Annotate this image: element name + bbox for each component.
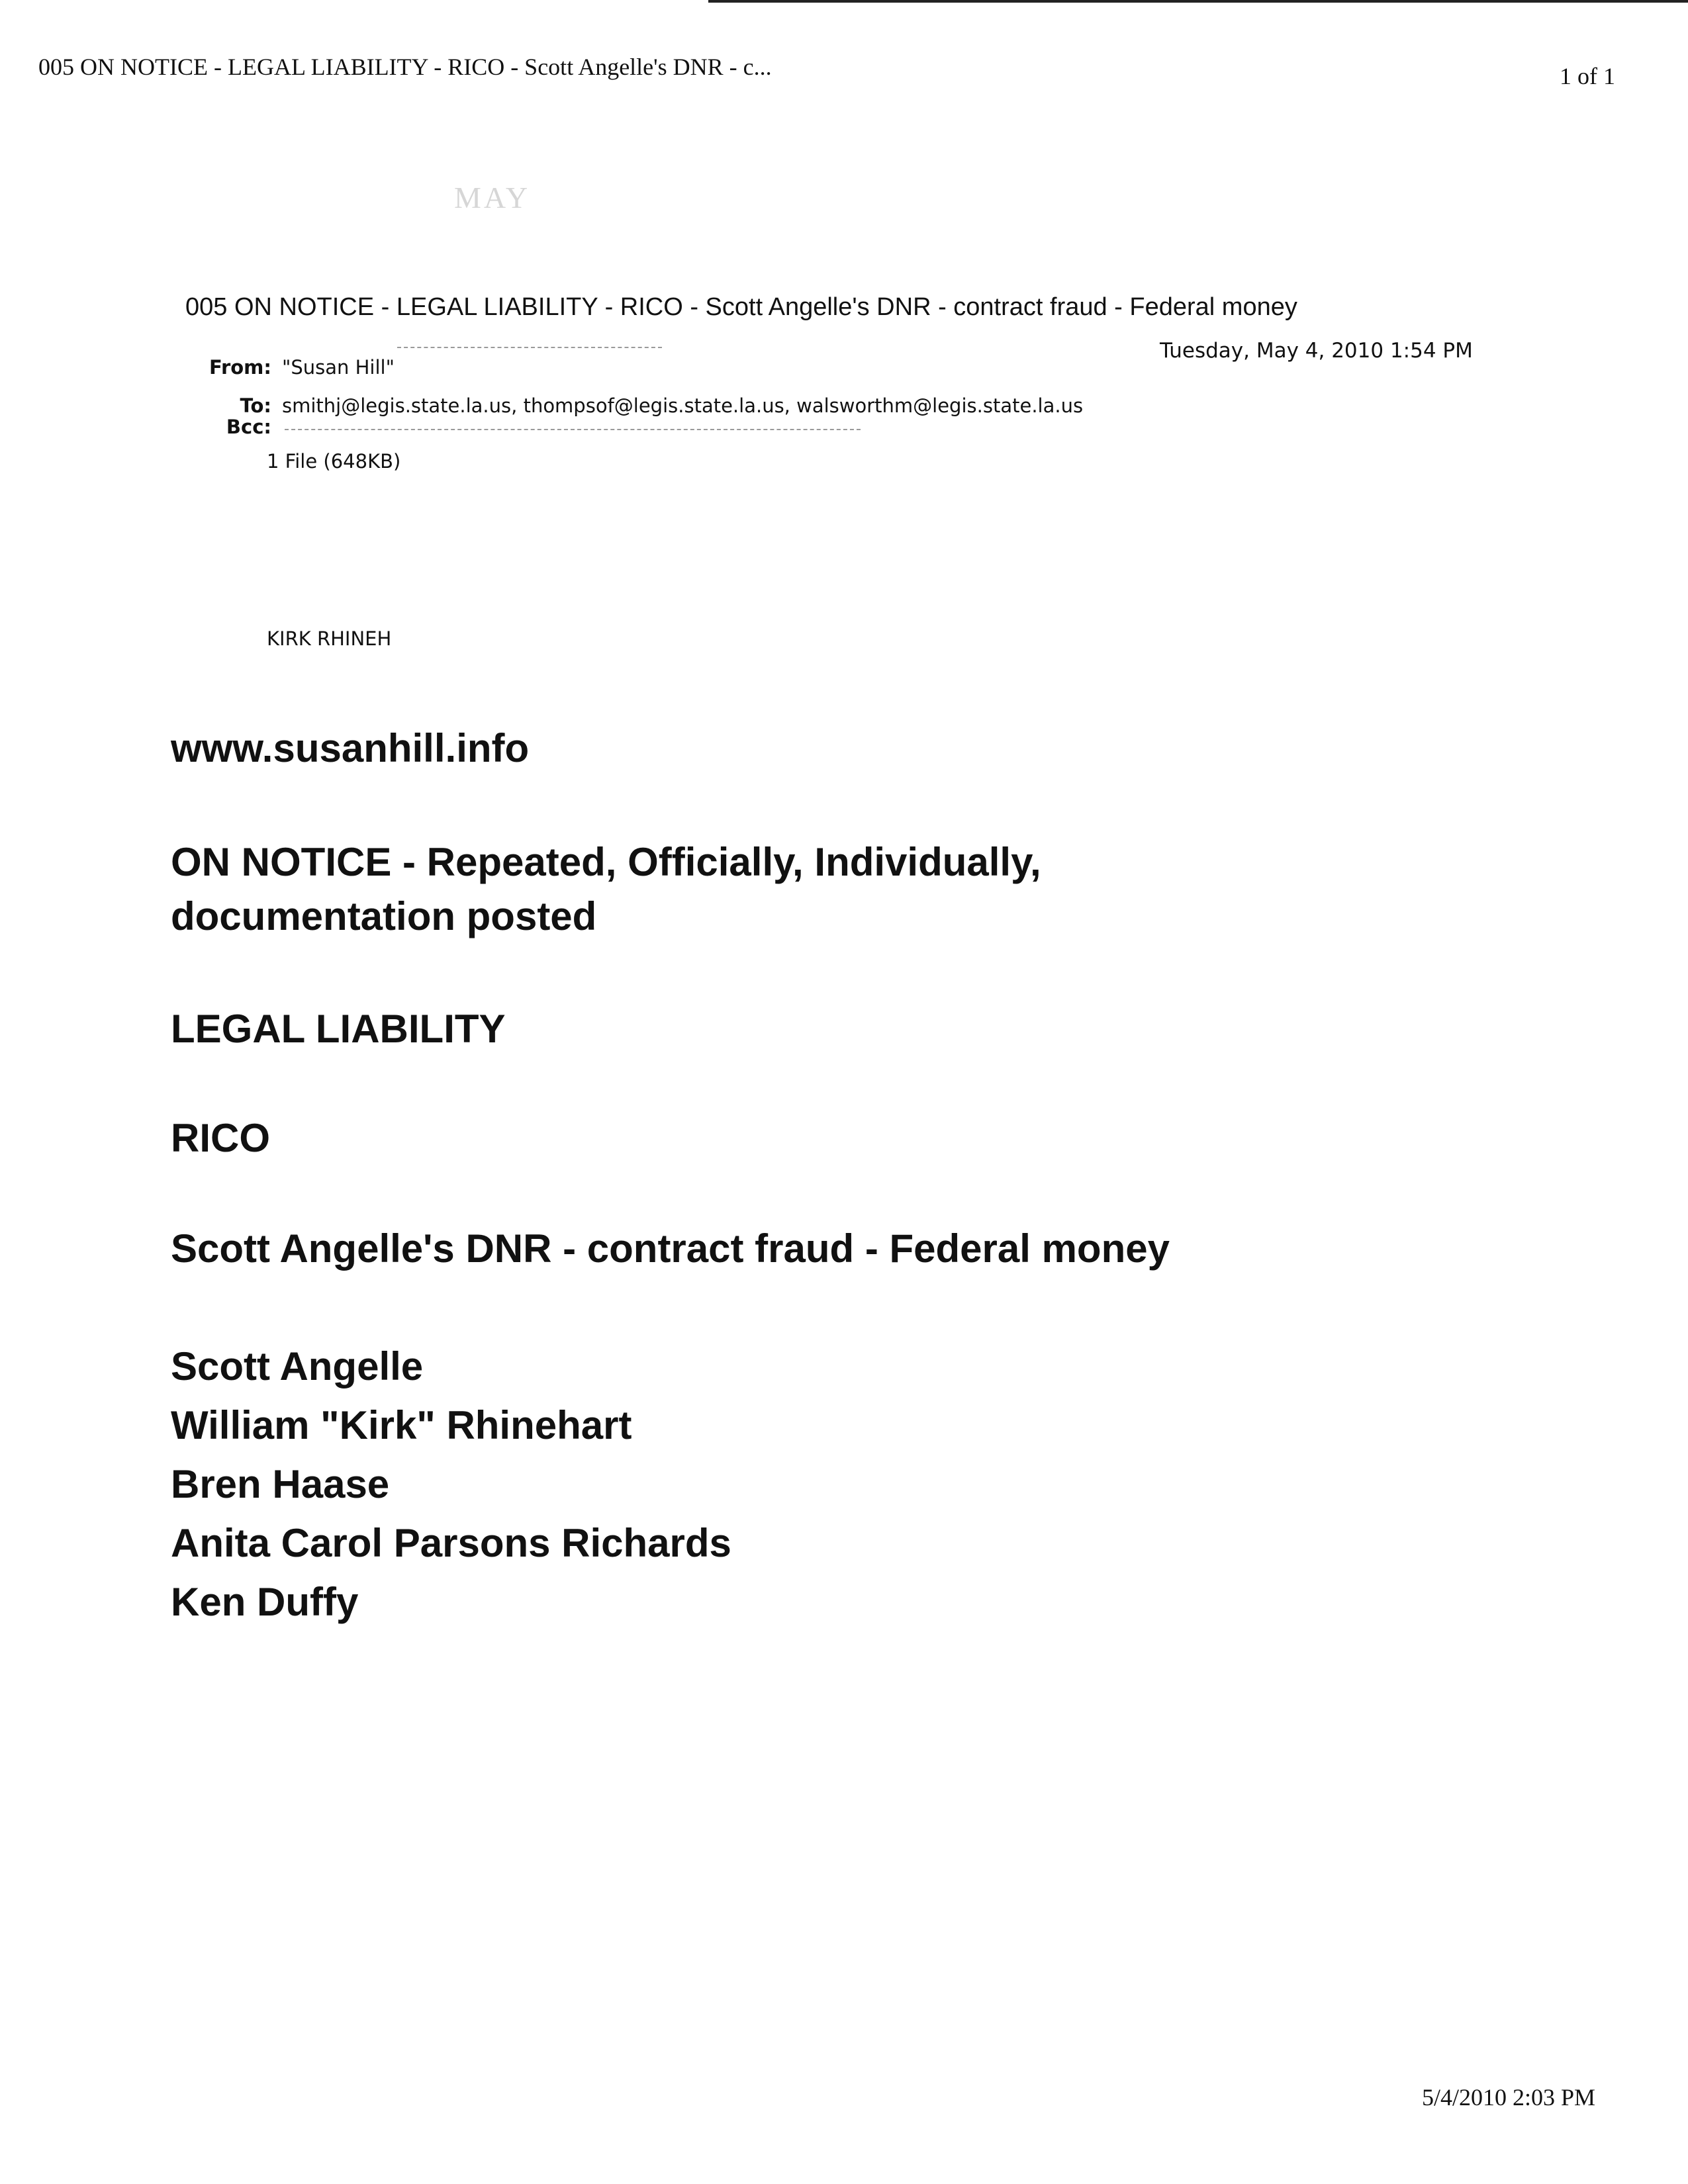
names-list bbox=[171, 1337, 731, 1631]
signature-text: KIRK RHINEH bbox=[267, 627, 392, 650]
to-value: smithj@legis.state.la.us, thompsof@legis.state.la.us, walsworthm@legis.state.la.us bbox=[282, 394, 1084, 417]
from-row bbox=[185, 356, 395, 379]
to-label: To: bbox=[240, 394, 271, 417]
redaction-line bbox=[285, 429, 861, 430]
name-item: Anita Carol Parsons Richards bbox=[171, 1521, 731, 1565]
bcc-row bbox=[185, 416, 282, 438]
contract-fraud-line: Scott Angelle's DNR - contract fraud - Federal money bbox=[171, 1226, 1170, 1271]
print-header-title: 005 ON NOTICE - LEGAL LIABILITY - RICO - Scott Angelle's DNR - c... bbox=[38, 54, 772, 80]
rico-heading: RICO bbox=[171, 1116, 270, 1160]
from-value: "Susan Hill" bbox=[282, 356, 395, 379]
email-subject: 005 ON NOTICE - LEGAL LIABILITY - RICO - Scott Angelle's DNR - contract fraud - Federal money bbox=[185, 293, 1297, 321]
received-stamp: MAY bbox=[454, 181, 531, 214]
top-rule bbox=[708, 0, 1688, 3]
print-page-number: 1 of 1 bbox=[1560, 63, 1615, 89]
bcc-label: Bcc: bbox=[226, 416, 271, 438]
email-date: Tuesday, May 4, 2010 1:54 PM bbox=[1160, 339, 1473, 363]
print-timestamp: 5/4/2010 2:03 PM bbox=[1422, 2084, 1596, 2111]
redaction-line bbox=[397, 347, 662, 348]
name-item: William "Kirk" Rhinehart bbox=[171, 1403, 632, 1447]
attachment-info: 1 File (648KB) bbox=[267, 450, 401, 473]
from-label: From: bbox=[209, 356, 271, 379]
legal-liability-heading: LEGAL LIABILITY bbox=[171, 1007, 506, 1051]
name-item: Ken Duffy bbox=[171, 1580, 359, 1624]
name-item: Scott Angelle bbox=[171, 1344, 424, 1388]
website-text: www.susanhill.info bbox=[171, 726, 530, 770]
name-item: Bren Haase bbox=[171, 1462, 390, 1506]
notice-heading: ON NOTICE - Repeated, Officially, Individually, documentation posted bbox=[171, 840, 1041, 938]
to-row bbox=[185, 394, 1083, 417]
